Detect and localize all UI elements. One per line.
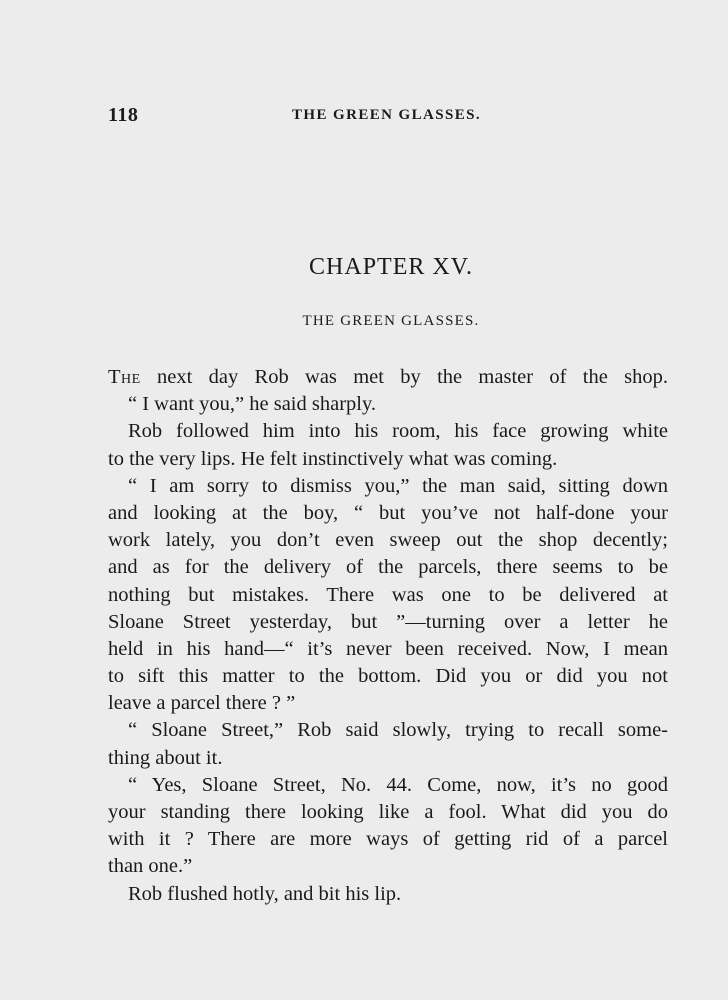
- opening-word: The: [108, 366, 141, 388]
- text-line: “ I am sorry to dismiss you,” the man said, sitting down: [128, 474, 668, 497]
- chapter-subtitle: THE GREEN GLASSES.: [302, 313, 480, 329]
- text-line: to sift this matter to the bottom. Did you or did you not: [108, 665, 668, 688]
- text-line: “ Sloane Street,” Rob said slowly, trying to recall some-: [128, 719, 668, 742]
- text-line: [108, 364, 668, 391]
- text-line: and as for the delivery of the parcels, there seems to be: [108, 556, 668, 579]
- text-line: and looking at the boy, “ but you’ve not half-done your: [108, 501, 668, 524]
- chapter-title: CHAPTER XV.: [309, 254, 473, 280]
- text-line: thing about it.: [108, 746, 223, 769]
- text-line: work lately, you don’t even sweep out the shop decently;: [108, 529, 668, 552]
- text-line: “ I want you,” he said sharply.: [128, 393, 377, 416]
- text-line: leave a parcel there ? ”: [108, 692, 296, 715]
- text-line: Sloane Street yesterday, but ”—turning over a letter he: [108, 610, 668, 633]
- text-line: “ Yes, Sloane Street, No. 44. Come, now, it’s no good: [128, 773, 668, 796]
- chapter-body: [108, 364, 668, 908]
- text-line: than one.”: [108, 855, 193, 878]
- text-line-content: next day Rob was met by the master of the shop.: [140, 366, 668, 388]
- text-line: Rob followed him into his room, his face growing white: [128, 420, 668, 443]
- text-line: with it ? There are more ways of getting rid of a parcel: [108, 828, 668, 851]
- page-number: 118: [108, 104, 139, 126]
- text-line: to the very lips. He felt instinctively what was coming.: [108, 447, 558, 470]
- text-line: Rob flushed hotly, and bit his lip.: [128, 882, 402, 905]
- running-title: THE GREEN GLASSES.: [292, 107, 482, 123]
- text-line: your standing there looking like a fool. What did you do: [108, 801, 668, 823]
- text-line: held in his hand—“ it’s never been received. Now, I mean: [108, 637, 668, 660]
- running-head: [108, 104, 668, 130]
- text-line: nothing but mistakes. There was one to be delivered at: [108, 583, 668, 606]
